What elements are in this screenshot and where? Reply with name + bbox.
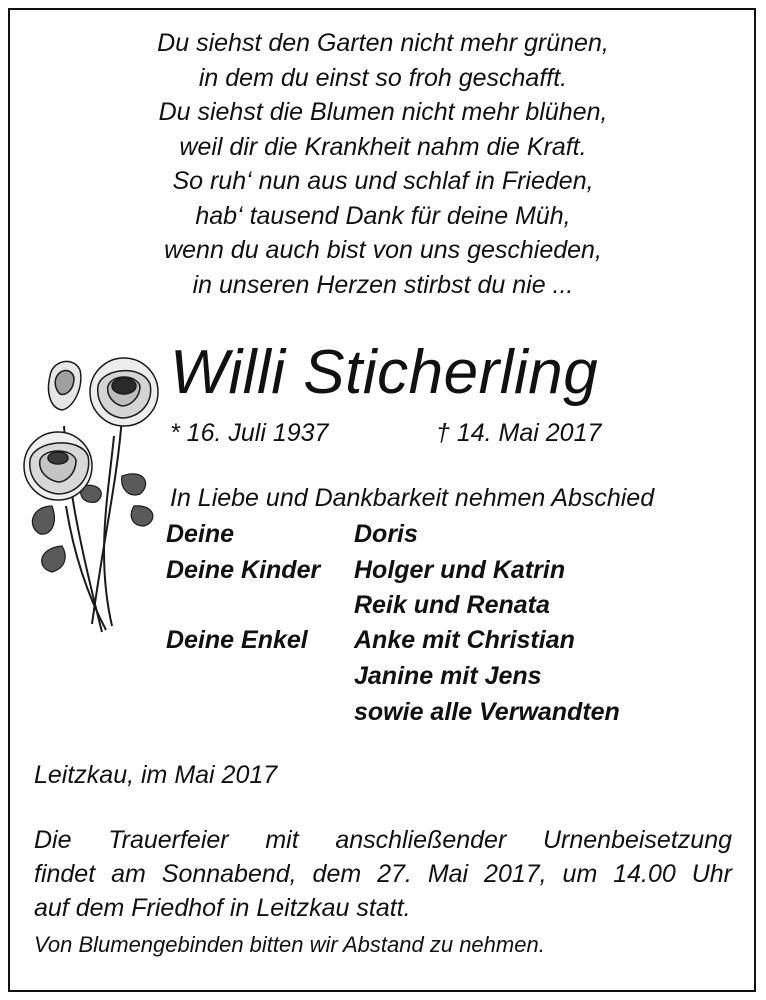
farewell-line: In Liebe und Dankbarkeit nehmen Abschied: [170, 484, 655, 512]
roses-illustration: [22, 356, 172, 638]
place-date: Leitzkau, im Mai 2017: [34, 761, 278, 789]
mourner-name: Reik und Renata: [354, 591, 550, 619]
notice-line: findet am Sonnabend, dem 27. Mai 2017, um 14.00 Uhr: [34, 860, 732, 888]
poem-line: Du siehst den Garten nicht mehr grünen,: [157, 29, 609, 57]
notice-line: Die Trauerfeier mit anschließender Urnenbeisetzung: [34, 826, 732, 854]
mourner-label: Deine: [166, 520, 235, 548]
funeral-notice: [34, 823, 732, 925]
flowers-note: Von Blumengebinden bitten wir Abstand zu nehmen.: [34, 932, 545, 957]
poem-line: Du siehst die Blumen nicht mehr blühen,: [158, 98, 608, 126]
mourner-name: Anke mit Christian: [354, 626, 575, 654]
death-date: † 14. Mai 2017: [436, 419, 602, 447]
poem-line: weil dir die Krankheit nahm die Kraft.: [179, 132, 587, 161]
deceased-name: Willi Sticherling: [170, 338, 599, 407]
poem-line: hab‘ tausend Dank für deine Müh,: [195, 201, 571, 230]
mourner-name: Holger und Katrin: [354, 556, 566, 584]
mourner-name: Doris: [354, 520, 418, 548]
poem-line: wenn du auch bist von uns geschieden,: [164, 236, 602, 264]
poem: [0, 26, 766, 302]
mourner-label: Deine Enkel: [166, 626, 308, 654]
poem-line: in unseren Herzen stirbst du nie ...: [192, 270, 574, 299]
birth-date: * 16. Juli 1937: [170, 419, 329, 447]
poem-line: So ruh‘ nun aus und schlaf in Frieden,: [172, 167, 594, 195]
mourner-label: Deine Kinder: [166, 556, 321, 584]
mourner-name: sowie alle Verwandten: [354, 698, 620, 726]
poem-line: in dem du einst so froh geschafft.: [198, 63, 568, 92]
mourner-name: Janine mit Jens: [354, 662, 542, 690]
notice-line: auf dem Friedhof in Leitzkau statt.: [34, 894, 411, 922]
